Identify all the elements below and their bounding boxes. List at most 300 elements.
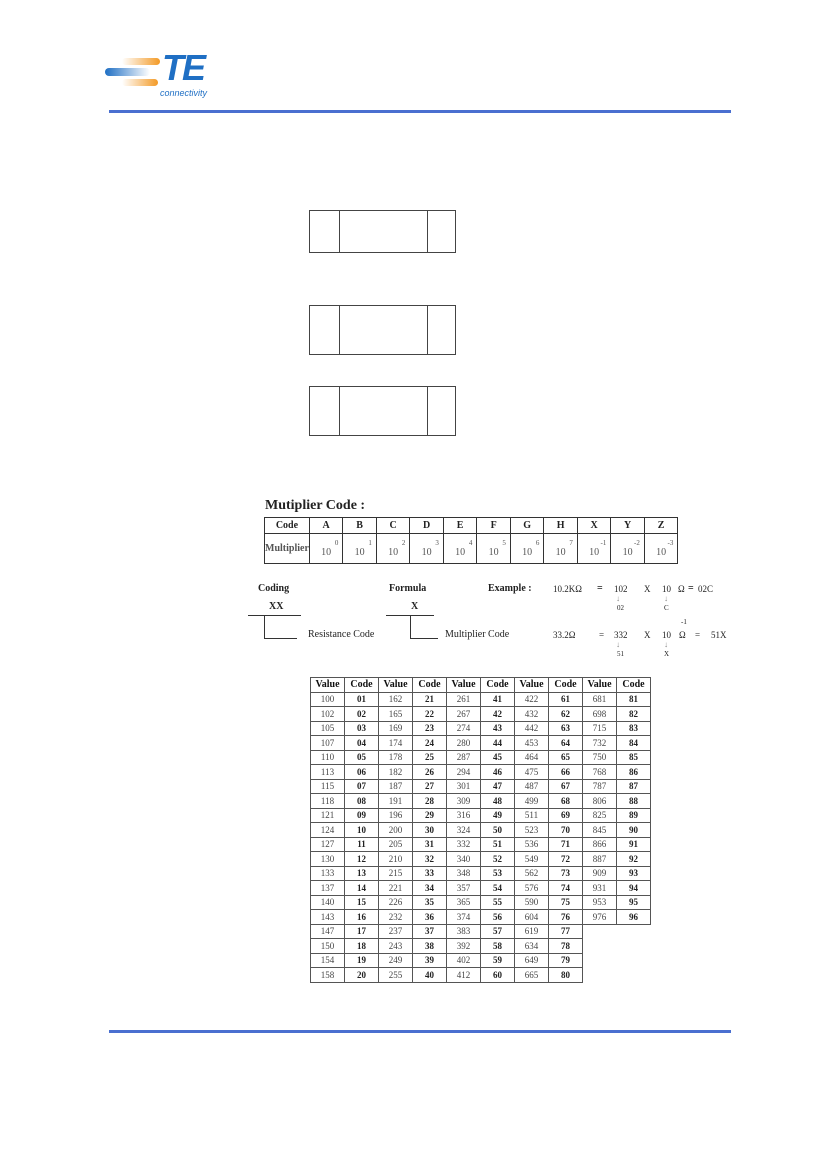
code-cell: 83 bbox=[617, 721, 651, 736]
code-cell: 08 bbox=[345, 794, 379, 809]
value-cell: 402 bbox=[447, 953, 481, 968]
code-cell: 95 bbox=[617, 895, 651, 910]
multiplier-code-cell: X bbox=[577, 518, 611, 534]
value-cell: 261 bbox=[447, 692, 481, 707]
ex2-exp: -1 bbox=[681, 618, 687, 626]
table-row bbox=[311, 808, 651, 823]
code-cell: 53 bbox=[481, 866, 515, 881]
multiplier-exponent: -1 bbox=[600, 539, 607, 547]
value-cell: 715 bbox=[583, 721, 617, 736]
multiplier-header: Multiplier bbox=[265, 534, 310, 564]
value-cell: 130 bbox=[311, 852, 345, 867]
value-cell: 576 bbox=[515, 881, 549, 896]
value-cell: 110 bbox=[311, 750, 345, 765]
value-cell: 280 bbox=[447, 736, 481, 751]
code-cell: 41 bbox=[481, 692, 515, 707]
ex1-eq2: = bbox=[688, 583, 694, 594]
code-cell: 52 bbox=[481, 852, 515, 867]
code-cell: 51 bbox=[481, 837, 515, 852]
value-cell: 169 bbox=[379, 721, 413, 736]
code-cell: 86 bbox=[617, 765, 651, 780]
value-cell: 287 bbox=[447, 750, 481, 765]
code-cell: 80 bbox=[549, 968, 583, 983]
table-row bbox=[311, 939, 651, 954]
code-cell: 25 bbox=[413, 750, 447, 765]
code-cell: 75 bbox=[549, 895, 583, 910]
value-cell: 182 bbox=[379, 765, 413, 780]
value-cell: 649 bbox=[515, 953, 549, 968]
multiplier-base: 10 bbox=[455, 547, 466, 558]
multiplier-exponent: 6 bbox=[535, 539, 540, 547]
multiplier-exponent: 5 bbox=[502, 539, 506, 547]
code-cell: 57 bbox=[481, 924, 515, 939]
value-cell: 243 bbox=[379, 939, 413, 954]
code-cell: 01 bbox=[345, 692, 379, 707]
code-cell: 31 bbox=[413, 837, 447, 852]
ex1-x: X bbox=[644, 584, 651, 594]
value-cell: 464 bbox=[515, 750, 549, 765]
multiplier-base: 10 bbox=[622, 547, 633, 558]
code-cell: 64 bbox=[549, 736, 583, 751]
value-cell: 953 bbox=[583, 895, 617, 910]
value-cell: 158 bbox=[311, 968, 345, 983]
code-cell: 21 bbox=[413, 692, 447, 707]
code-cell: 74 bbox=[549, 881, 583, 896]
code-cell: 28 bbox=[413, 794, 447, 809]
ex2-base: 10 bbox=[662, 630, 671, 640]
footer-rule bbox=[109, 1030, 731, 1033]
ex2-x: X bbox=[644, 630, 651, 640]
value-cell: 118 bbox=[311, 794, 345, 809]
column-header: Code bbox=[345, 678, 379, 693]
value-cell: 442 bbox=[515, 721, 549, 736]
multiplier-value-cell bbox=[477, 534, 511, 564]
value-cell: 422 bbox=[515, 692, 549, 707]
ex1-num-code: 02 bbox=[617, 604, 624, 612]
value-cell: 187 bbox=[379, 779, 413, 794]
code-cell: 42 bbox=[481, 707, 515, 722]
multiplier-base: 10 bbox=[321, 547, 332, 558]
value-cell: 332 bbox=[447, 837, 481, 852]
coding-title: Coding bbox=[258, 583, 290, 594]
value-cell: 210 bbox=[379, 852, 413, 867]
multiplier-code-cell: A bbox=[309, 518, 343, 534]
value-cell: 806 bbox=[583, 794, 617, 809]
multiplier-value-cell bbox=[644, 534, 678, 564]
ex2-unit: Ω bbox=[679, 630, 686, 640]
code-cell: 36 bbox=[413, 910, 447, 925]
code-cell: 02 bbox=[345, 707, 379, 722]
value-cell: 174 bbox=[379, 736, 413, 751]
value-cell: 619 bbox=[515, 924, 549, 939]
arrow-down-icon: ↓ bbox=[664, 640, 668, 649]
ex2-num: 332 bbox=[614, 630, 628, 640]
value-cell: 274 bbox=[447, 721, 481, 736]
code-cell: 44 bbox=[481, 736, 515, 751]
value-cell: 309 bbox=[447, 794, 481, 809]
code-cell: 10 bbox=[345, 823, 379, 838]
multiplier-base: 10 bbox=[488, 547, 499, 558]
code-cell: 20 bbox=[345, 968, 379, 983]
code-cell: 88 bbox=[617, 794, 651, 809]
code-cell: 56 bbox=[481, 910, 515, 925]
multiplier-exponent: -2 bbox=[634, 539, 640, 547]
code-cell: 76 bbox=[549, 910, 583, 925]
value-cell: 357 bbox=[447, 881, 481, 896]
value-cell: 976 bbox=[583, 910, 617, 925]
column-header: Value bbox=[311, 678, 345, 693]
value-cell: 392 bbox=[447, 939, 481, 954]
table-row bbox=[311, 866, 651, 881]
code-cell: 43 bbox=[481, 721, 515, 736]
multiplier-value-cell bbox=[577, 534, 611, 564]
multiplier-value-cell bbox=[443, 534, 477, 564]
value-cell: 105 bbox=[311, 721, 345, 736]
resistance-code-table bbox=[310, 677, 651, 983]
code-cell: 78 bbox=[549, 939, 583, 954]
multiplier-code-cell: B bbox=[343, 518, 377, 534]
code-cell: 11 bbox=[345, 837, 379, 852]
value-cell: 487 bbox=[515, 779, 549, 794]
multiplier-code-cell: F bbox=[477, 518, 511, 534]
column-header: Value bbox=[447, 678, 481, 693]
value-cell: 100 bbox=[311, 692, 345, 707]
value-cell: 374 bbox=[447, 910, 481, 925]
multiplier-base: 10 bbox=[354, 547, 365, 558]
code-cell: 14 bbox=[345, 881, 379, 896]
code-cell: 67 bbox=[549, 779, 583, 794]
code-cell: 50 bbox=[481, 823, 515, 838]
multiplier-exponent: -3 bbox=[667, 539, 674, 547]
multiplier-base: 10 bbox=[589, 547, 600, 558]
multiplier-exponent: 3 bbox=[435, 539, 439, 547]
table-row bbox=[311, 823, 651, 838]
code-cell: 12 bbox=[345, 852, 379, 867]
formula-pattern: X bbox=[411, 601, 419, 612]
value-cell: 226 bbox=[379, 895, 413, 910]
code-cell: 61 bbox=[549, 692, 583, 707]
value-cell: 162 bbox=[379, 692, 413, 707]
code-cell: 22 bbox=[413, 707, 447, 722]
code-cell: 32 bbox=[413, 852, 447, 867]
ex1-mult-code: C bbox=[664, 604, 669, 612]
code-cell: 94 bbox=[617, 881, 651, 896]
ex2-result: 51X bbox=[711, 630, 727, 640]
code-cell: 35 bbox=[413, 895, 447, 910]
multiplier-exponent: 4 bbox=[468, 539, 473, 547]
code-cell: 62 bbox=[549, 707, 583, 722]
code-cell: 66 bbox=[549, 765, 583, 780]
multiplier-exponent: 2 bbox=[401, 539, 406, 547]
value-cell: 340 bbox=[447, 852, 481, 867]
table-row bbox=[311, 721, 651, 736]
value-cell: 178 bbox=[379, 750, 413, 765]
code-cell: 81 bbox=[617, 692, 651, 707]
value-cell: 383 bbox=[447, 924, 481, 939]
value-cell: 324 bbox=[447, 823, 481, 838]
code-cell: 07 bbox=[345, 779, 379, 794]
code-cell: 91 bbox=[617, 837, 651, 852]
value-cell: 143 bbox=[311, 910, 345, 925]
value-cell: 536 bbox=[515, 837, 549, 852]
code-cell: 15 bbox=[345, 895, 379, 910]
table-row bbox=[311, 837, 651, 852]
value-cell: 165 bbox=[379, 707, 413, 722]
multiplier-table bbox=[264, 517, 678, 564]
value-cell: 866 bbox=[583, 837, 617, 852]
multiplier-exponent: 1 bbox=[368, 539, 372, 547]
arrow-down-icon: ↓ bbox=[616, 640, 620, 649]
value-cell: 137 bbox=[311, 881, 345, 896]
code-cell: 71 bbox=[549, 837, 583, 852]
multiplier-exponent: 7 bbox=[569, 539, 573, 547]
multiplier-value-cell bbox=[410, 534, 444, 564]
table-row bbox=[311, 910, 651, 925]
multiplier-code-cell: Y bbox=[611, 518, 645, 534]
multiplier-code-cell: E bbox=[443, 518, 477, 534]
value-cell: 412 bbox=[447, 968, 481, 983]
arrow-down-icon: ↓ bbox=[664, 594, 668, 603]
code-header: Code bbox=[265, 518, 310, 534]
column-header: Code bbox=[549, 678, 583, 693]
table-row bbox=[311, 794, 651, 809]
value-cell: 590 bbox=[515, 895, 549, 910]
value-cell: 562 bbox=[515, 866, 549, 881]
component-outline-1 bbox=[309, 210, 456, 253]
code-cell: 06 bbox=[345, 765, 379, 780]
value-cell: 750 bbox=[583, 750, 617, 765]
multiplier-value-cell bbox=[309, 534, 343, 564]
code-cell: 77 bbox=[549, 924, 583, 939]
code-cell: 60 bbox=[481, 968, 515, 983]
multiplier-base: 10 bbox=[522, 547, 533, 558]
ex1-eq: = bbox=[597, 583, 603, 594]
code-cell: 05 bbox=[345, 750, 379, 765]
table-row bbox=[311, 968, 651, 983]
code-cell: 04 bbox=[345, 736, 379, 751]
code-cell: 23 bbox=[413, 721, 447, 736]
multiplier-base: 10 bbox=[421, 547, 432, 558]
multiplier-value-cell bbox=[611, 534, 645, 564]
ex1-num: 102 bbox=[614, 584, 628, 594]
value-cell: 523 bbox=[515, 823, 549, 838]
value-cell: 232 bbox=[379, 910, 413, 925]
code-cell: 93 bbox=[617, 866, 651, 881]
code-cell: 49 bbox=[481, 808, 515, 823]
code-cell: 89 bbox=[617, 808, 651, 823]
ex1-base: 10 bbox=[662, 584, 671, 594]
value-cell: 133 bbox=[311, 866, 345, 881]
table-row bbox=[311, 852, 651, 867]
code-cell: 58 bbox=[481, 939, 515, 954]
code-cell: 54 bbox=[481, 881, 515, 896]
code-cell: 96 bbox=[617, 910, 651, 925]
formula-title: Formula bbox=[389, 583, 427, 594]
value-cell: 191 bbox=[379, 794, 413, 809]
value-cell: 316 bbox=[447, 808, 481, 823]
value-cell: 249 bbox=[379, 953, 413, 968]
code-cell: 84 bbox=[617, 736, 651, 751]
value-cell: 121 bbox=[311, 808, 345, 823]
value-cell: 154 bbox=[311, 953, 345, 968]
value-cell: 931 bbox=[583, 881, 617, 896]
table-row bbox=[311, 707, 651, 722]
value-cell: 348 bbox=[447, 866, 481, 881]
value-cell: 511 bbox=[515, 808, 549, 823]
code-cell: 73 bbox=[549, 866, 583, 881]
value-cell: 127 bbox=[311, 837, 345, 852]
value-cell: 237 bbox=[379, 924, 413, 939]
code-cell: 18 bbox=[345, 939, 379, 954]
multiplier-code-cell: C bbox=[376, 518, 410, 534]
code-cell: 39 bbox=[413, 953, 447, 968]
multiplier-exponent: 0 bbox=[334, 539, 339, 547]
value-cell: 665 bbox=[515, 968, 549, 983]
table-row bbox=[311, 765, 651, 780]
value-cell: 113 bbox=[311, 765, 345, 780]
value-cell: 698 bbox=[583, 707, 617, 722]
value-cell: 221 bbox=[379, 881, 413, 896]
value-cell: 115 bbox=[311, 779, 345, 794]
value-cell: 255 bbox=[379, 968, 413, 983]
code-cell: 29 bbox=[413, 808, 447, 823]
code-cell: 33 bbox=[413, 866, 447, 881]
code-cell: 65 bbox=[549, 750, 583, 765]
multiplier-base: 10 bbox=[388, 547, 399, 558]
code-cell: 17 bbox=[345, 924, 379, 939]
ex2-mult-code: X bbox=[664, 650, 670, 658]
code-cell: 16 bbox=[345, 910, 379, 925]
code-cell: 27 bbox=[413, 779, 447, 794]
multiplier-value-cell bbox=[510, 534, 544, 564]
code-cell: 85 bbox=[617, 750, 651, 765]
multiplier-base: 10 bbox=[555, 547, 566, 558]
code-cell: 55 bbox=[481, 895, 515, 910]
multiplier-code-cell: Z bbox=[644, 518, 678, 534]
column-header: Value bbox=[379, 678, 413, 693]
code-cell: 79 bbox=[549, 953, 583, 968]
multiplier-value-cell bbox=[376, 534, 410, 564]
value-cell: 294 bbox=[447, 765, 481, 780]
ex2-num-code: 51 bbox=[617, 650, 624, 658]
table-row bbox=[311, 895, 651, 910]
value-cell: 215 bbox=[379, 866, 413, 881]
ex2-eq: = bbox=[599, 630, 605, 640]
value-cell: 475 bbox=[515, 765, 549, 780]
example-title: Example : bbox=[488, 583, 532, 594]
header-rule bbox=[109, 110, 731, 113]
multiplier-base: 10 bbox=[656, 547, 667, 558]
table-row bbox=[311, 953, 651, 968]
value-cell: 909 bbox=[583, 866, 617, 881]
value-cell: 267 bbox=[447, 707, 481, 722]
code-cell: 47 bbox=[481, 779, 515, 794]
value-cell: 365 bbox=[447, 895, 481, 910]
value-cell: 301 bbox=[447, 779, 481, 794]
table-row bbox=[311, 750, 651, 765]
code-cell: 46 bbox=[481, 765, 515, 780]
value-cell: 102 bbox=[311, 707, 345, 722]
code-cell: 90 bbox=[617, 823, 651, 838]
ex2-eq2: = bbox=[695, 630, 701, 640]
coding-pattern: XX bbox=[269, 601, 284, 612]
coding-desc: Resistance Code bbox=[308, 629, 375, 640]
arrow-down-icon: ↓ bbox=[616, 594, 620, 603]
value-cell: 147 bbox=[311, 924, 345, 939]
value-cell: 681 bbox=[583, 692, 617, 707]
value-cell: 732 bbox=[583, 736, 617, 751]
value-cell: 150 bbox=[311, 939, 345, 954]
column-header: Code bbox=[413, 678, 447, 693]
code-cell: 13 bbox=[345, 866, 379, 881]
component-outline-2 bbox=[309, 305, 456, 355]
table-row bbox=[311, 736, 651, 751]
ex2-value: 33.2Ω bbox=[553, 630, 576, 640]
value-cell: 196 bbox=[379, 808, 413, 823]
value-cell: 499 bbox=[515, 794, 549, 809]
ex1-unit: Ω bbox=[678, 584, 685, 594]
te-logo bbox=[100, 47, 230, 100]
value-cell: 140 bbox=[311, 895, 345, 910]
code-cell: 69 bbox=[549, 808, 583, 823]
logo-text: TE bbox=[162, 47, 205, 88]
code-cell: 34 bbox=[413, 881, 447, 896]
ex1-value: 10.2KΩ bbox=[553, 584, 582, 594]
value-cell: 432 bbox=[515, 707, 549, 722]
component-outline-3 bbox=[309, 386, 456, 436]
multiplier-value-cell bbox=[343, 534, 377, 564]
code-cell: 72 bbox=[549, 852, 583, 867]
code-cell: 63 bbox=[549, 721, 583, 736]
logo-tagline: connectivity bbox=[160, 88, 208, 98]
code-cell: 59 bbox=[481, 953, 515, 968]
value-cell: 453 bbox=[515, 736, 549, 751]
value-cell: 768 bbox=[583, 765, 617, 780]
code-cell: 26 bbox=[413, 765, 447, 780]
value-cell: 887 bbox=[583, 852, 617, 867]
multiplier-title: Mutiplier Code : bbox=[265, 498, 366, 513]
table-row bbox=[311, 924, 651, 939]
code-cell: 38 bbox=[413, 939, 447, 954]
code-cell: 37 bbox=[413, 924, 447, 939]
multiplier-value-cell bbox=[544, 534, 578, 564]
value-cell: 787 bbox=[583, 779, 617, 794]
code-cell: 30 bbox=[413, 823, 447, 838]
code-cell: 92 bbox=[617, 852, 651, 867]
code-cell: 24 bbox=[413, 736, 447, 751]
code-cell: 40 bbox=[413, 968, 447, 983]
column-header: Code bbox=[481, 678, 515, 693]
value-cell: 200 bbox=[379, 823, 413, 838]
code-cell: 19 bbox=[345, 953, 379, 968]
ex1-result: 02C bbox=[698, 584, 714, 594]
code-cell: 82 bbox=[617, 707, 651, 722]
code-cell: 09 bbox=[345, 808, 379, 823]
multiplier-code-cell: D bbox=[410, 518, 444, 534]
value-cell: 124 bbox=[311, 823, 345, 838]
table-row bbox=[311, 881, 651, 896]
code-cell: 45 bbox=[481, 750, 515, 765]
column-header: Value bbox=[515, 678, 549, 693]
column-header: Code bbox=[617, 678, 651, 693]
value-cell: 634 bbox=[515, 939, 549, 954]
code-cell: 48 bbox=[481, 794, 515, 809]
code-cell: 70 bbox=[549, 823, 583, 838]
code-cell: 87 bbox=[617, 779, 651, 794]
value-cell: 825 bbox=[583, 808, 617, 823]
code-cell: 68 bbox=[549, 794, 583, 809]
value-cell: 549 bbox=[515, 852, 549, 867]
